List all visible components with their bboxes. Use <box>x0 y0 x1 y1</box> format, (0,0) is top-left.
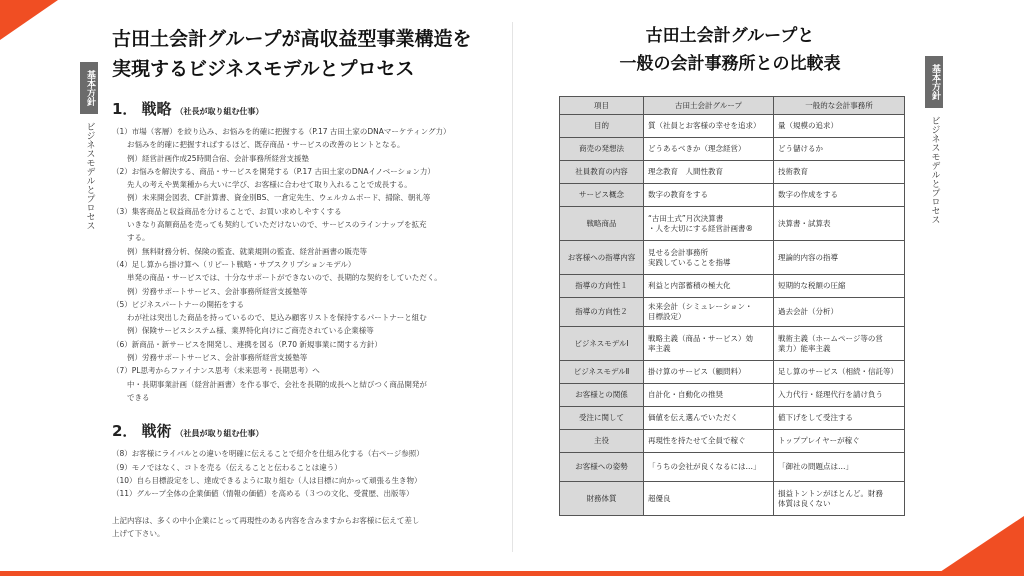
left-tab-label: ビジネスモデルとプロセス <box>84 122 95 230</box>
header-kodato: 古田土会計グループ <box>644 97 774 115</box>
general-cell: 過去会計（分析） <box>774 298 905 327</box>
list-item: （4）足し算から掛け算へ（リピート戦略・サブスクリプションモデル） <box>112 259 356 269</box>
general-cell: 量（規模の追求） <box>774 115 905 138</box>
right-page-title-line1: 古田土会計グループと <box>645 26 815 46</box>
row-label-cell: お客様への指導内容 <box>560 241 644 275</box>
kodato-cell: 数字の教育をする <box>644 184 774 207</box>
row-label-cell: 主役 <box>560 430 644 453</box>
list-item: 例）無料財務分析、保険の監査、就業規則の監査、経営計画書の販売等 <box>112 246 367 256</box>
list-item: お悩みを的確に把握すればするほど、既存商品・サービスの改善のヒントとなる。 <box>112 140 405 150</box>
table-row <box>560 275 905 298</box>
table-row <box>560 115 905 138</box>
general-cell: 足し算のサービス（相続・信託等） <box>774 361 905 384</box>
list-item: （1）市場（客層）を絞り込み、お悩みを的確に把握する（P.17 古田土家のDNAマーケティング力） <box>112 127 451 136</box>
row-label-cell: ビジネスモデルⅡ <box>560 361 644 384</box>
list-item: （8）お客様にライバルとの違いを明確に伝えることで紹介を仕組み化する（右ページ参照） <box>112 449 424 459</box>
row-label-cell: サービス概念 <box>560 184 644 207</box>
kodato-cell: “古田土式”月次決算書 ・人を大切にする経営計画書® <box>644 207 774 241</box>
list-item: （5）ビジネスパートナーの開拓をする <box>112 299 245 309</box>
list-item: 例）未来開会図表、CF計算書、資金別BS、一倉定先生、ウェルカムボード、掃除、朝礼等 <box>112 193 431 203</box>
table-row <box>560 384 905 407</box>
section-tactics-number: 2． <box>112 422 138 441</box>
page-spine-divider <box>512 22 513 552</box>
table-header-row <box>560 97 905 115</box>
general-cell: 値下げをして受注する <box>774 407 905 430</box>
list-item: （11）グループ全体の企業価値（情報の価値）を高める（３つの文化、受賞歴、出版等） <box>112 489 414 499</box>
section-tactics-title: 戦術 <box>141 422 172 441</box>
table-row <box>560 407 905 430</box>
section-tactics-subtitle: （社員が取り組む仕事） <box>175 429 264 439</box>
general-cell: 戦術主義（ホームページ等の営 業力）能率主義 <box>774 327 905 361</box>
closing-note <box>112 514 497 540</box>
note-line: 上記内容は、多くの中小企業にとって再現性のある内容を含みますからお客様に伝えて差し <box>112 516 420 526</box>
list-item: 単発の商品・サービスでは、十分なサポートができないので、長期的な契約をしていただく。 <box>112 273 442 283</box>
kodato-cell: 超優良 <box>644 482 774 516</box>
general-cell: 決算書・試算表 <box>774 207 905 241</box>
row-label-cell: お客様との関係 <box>560 384 644 407</box>
table-row <box>560 184 905 207</box>
bottom-accent-bar <box>0 571 1024 576</box>
table-row <box>560 138 905 161</box>
list-item: 先人の考えや異業種から大いに学び、お客様に合わせて取り入れることで成長する。 <box>112 180 412 190</box>
list-item: できる <box>112 392 150 402</box>
row-label-cell: 指導の方向性２ <box>560 298 644 327</box>
list-item: 例）保険サービスシステム様、業界特化向けにご商売されている企業様等 <box>112 326 374 336</box>
row-label-cell: 目的 <box>560 115 644 138</box>
kodato-cell: 掛け算のサービス（顧問料） <box>644 361 774 384</box>
left-page-title-line1: 古田土会計グループが高収益型事業構造を <box>112 28 472 50</box>
kodato-cell: 再現性を持たせて全員で稼ぐ <box>644 430 774 453</box>
table-row <box>560 430 905 453</box>
list-item: （7）PL思考からファイナンス思考（未来思考・長期思考）へ <box>112 366 320 376</box>
row-label-cell: 社員教育の内容 <box>560 161 644 184</box>
list-item: （6）新商品・新サービスを開発し、連携を図る（P.70 新規事業に関する方針） <box>112 339 382 349</box>
kodato-cell: 価値を伝え選んでいただく <box>644 407 774 430</box>
kodato-cell: 未来会計（シミュレーション・ 目標設定） <box>644 298 774 327</box>
section-strategy-number: 1． <box>112 100 138 118</box>
kodato-cell: どうあるべきか（理念経営） <box>644 138 774 161</box>
general-cell: 入力代行・経理代行を請け負う <box>774 384 905 407</box>
list-item: する。 <box>112 233 150 243</box>
section-strategy-subtitle: （社長が取り組む仕事） <box>175 107 264 116</box>
general-cell: 数字の作成をする <box>774 184 905 207</box>
table-row <box>560 453 905 482</box>
list-item: 例）経営計画作成25時間合宿、会計事務所経営支援塾 <box>112 153 310 163</box>
header-item: 項目 <box>560 97 644 115</box>
general-cell: 理論的内容の指導 <box>774 241 905 275</box>
corner-accent-top-left <box>0 0 58 40</box>
kodato-cell: 理念教育 人間性教育 <box>644 161 774 184</box>
row-label-cell: お客様への姿勢 <box>560 453 644 482</box>
table-row <box>560 361 905 384</box>
row-label-cell: 商売の発想法 <box>560 138 644 161</box>
corner-accent-bottom-right <box>934 516 1024 576</box>
list-item: 例）労務サポートサービス、会計事務所経営支援塾等 <box>112 353 308 363</box>
left-page <box>112 24 497 540</box>
kodato-cell: 自計化・自動化の推奨 <box>644 384 774 407</box>
table-row <box>560 327 905 361</box>
row-label-cell: ビジネスモデルⅠ <box>560 327 644 361</box>
kodato-cell: 「うちの会社が良くなるには…」 <box>644 453 774 482</box>
right-page-title <box>560 22 900 78</box>
row-label-cell: 受注に関して <box>560 407 644 430</box>
row-label-cell: 財務体質 <box>560 482 644 516</box>
left-tab-badge: 基本方針 <box>80 62 98 114</box>
list-item: （10）自ら目標設定をし、達成できるように取り組む（人は目標に向かって頑張る生き物） <box>112 475 422 485</box>
list-item: （9）モノではなく、コトを売る（伝えることと伝わることは違う） <box>112 462 342 472</box>
section-strategy-title: 戦略 <box>141 100 172 118</box>
right-tab-label: ビジネスモデルとプロセス <box>929 116 940 224</box>
table-row <box>560 482 905 516</box>
list-item: いきなり高額商品を売っても契約していただけないので、サービスのラインナップを拡充 <box>112 220 427 230</box>
list-item: （3）集客商品と収益商品を分けることで、お買い求めしやすくする <box>112 206 342 216</box>
kodato-cell: 質（社員とお客様の幸せを追求） <box>644 115 774 138</box>
header-general: 一般的な会計事務所 <box>774 97 905 115</box>
kodato-cell: 戦略主義（商品・サービス）効 率主義 <box>644 327 774 361</box>
list-item: （2）お悩みを解決する、商品・サービスを開発する（P.17 古田土家のDNAイノベーション力） <box>112 166 435 176</box>
kodato-cell: 見せる会計事務所 実践していることを指導 <box>644 241 774 275</box>
strategy-list <box>112 125 497 404</box>
section-tactics-heading <box>112 420 497 441</box>
table-row <box>560 241 905 275</box>
general-cell: トッププレイヤーが稼ぐ <box>774 430 905 453</box>
general-cell: 「御社の問題点は…」 <box>774 453 905 482</box>
right-page-title-line2: 一般の会計事務所との比較表 <box>619 54 841 74</box>
right-tab-badge: 基本方針 <box>925 56 943 108</box>
note-line: 上げて下さい。 <box>112 529 165 539</box>
list-item: 中・長期事業計画（経営計画書）を作る事で、会社を長期的成長へと結びつく商品開発が <box>112 379 427 389</box>
comparison-table <box>559 96 905 516</box>
kodato-cell: 利益と内部蓄積の極大化 <box>644 275 774 298</box>
left-side-tab <box>80 62 98 230</box>
row-label-cell: 戦略商品 <box>560 207 644 241</box>
general-cell: 技術教育 <box>774 161 905 184</box>
table-row <box>560 298 905 327</box>
general-cell: 短期的な税額の圧縮 <box>774 275 905 298</box>
right-side-tab <box>925 56 943 224</box>
general-cell: どう儲けるか <box>774 138 905 161</box>
general-cell: 損益トントンがほとんど。財務 体質は良くない <box>774 482 905 516</box>
left-page-title-line2: 実現するビジネスモデルとプロセス <box>112 58 415 80</box>
tactics-list <box>112 447 497 500</box>
list-item: 例）労務サポートサービス、会計事務所経営支援塾等 <box>112 286 308 296</box>
row-label-cell: 指導の方向性１ <box>560 275 644 298</box>
table-row <box>560 207 905 241</box>
section-strategy-heading <box>112 98 497 119</box>
table-row <box>560 161 905 184</box>
list-item: わが社は突出した商品を持っているので、見込み顧客リストを保持するパートナーと組む <box>112 313 427 323</box>
